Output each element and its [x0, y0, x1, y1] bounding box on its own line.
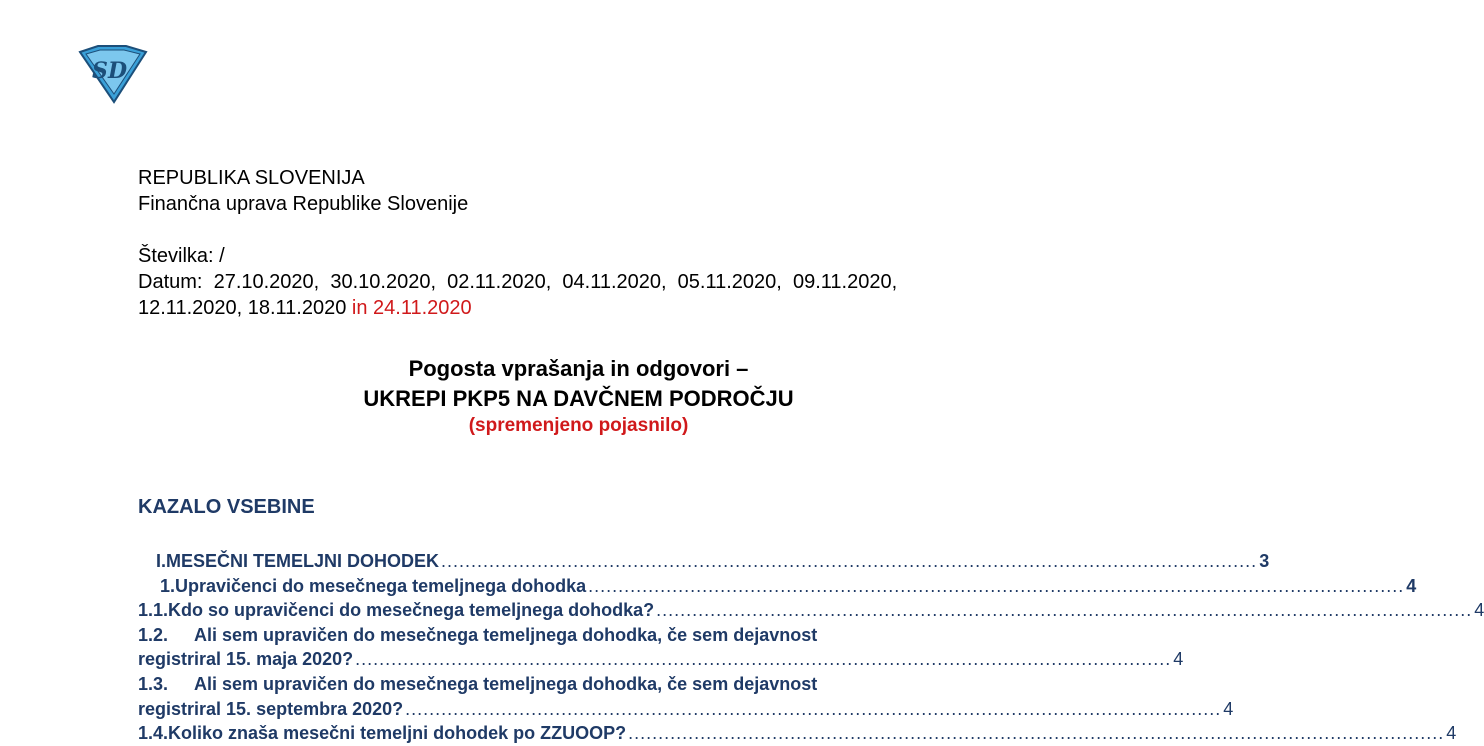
svg-text:S: S [92, 58, 108, 84]
toc-leader: ........................................................................................................................................ [405, 698, 1222, 719]
date-line-2-update: in 24.11.2020 [351, 297, 472, 319]
toc-entry-page: 4 [1446, 723, 1457, 744]
toc-entry-page: 4 [1406, 575, 1417, 596]
toc-entry-page: 4 [1474, 600, 1484, 621]
document-title [0, 354, 1157, 438]
toc-heading: KAZALO VSEBINE [138, 496, 315, 518]
toc-entry[interactable] [138, 549, 1270, 574]
document-number: Številka: / [138, 245, 225, 267]
toc-entry-label-cont: registriral 15. septembra 2020? [138, 698, 404, 719]
toc-entry-label-cont: registriral 15. maja 2020? [138, 649, 354, 670]
toc-entry-page: 4 [1173, 649, 1184, 670]
document-header [138, 165, 897, 321]
date-line-2-dates: 12.11.2020, 18.11.2020 [138, 297, 352, 319]
table-of-contents [138, 549, 1484, 746]
toc-entry-label: Upravičenci do mesečnega temeljnega dohodka [175, 575, 587, 596]
toc-entry-number: 1.1. [138, 600, 169, 621]
toc-entry[interactable] [138, 598, 1484, 623]
fu-logo-icon [76, 44, 148, 104]
toc-entry-label: Koliko znaša mesečni temeljni dohodek po ZZUOOP? [168, 723, 627, 744]
date-line-1: Datum: 27.10.2020, 30.10.2020, 02.11.2020, 04.11.2020, 05.11.2020, 09.11.2020, [138, 271, 898, 293]
toc-entry[interactable] [138, 721, 1457, 746]
title-line-1: Pogosta vprašanja in odgovori – [408, 356, 749, 381]
toc-entry-label: Ali sem upravičen do mesečnega temeljnega dohodka, če sem dejavnost [194, 673, 818, 694]
toc-entry-continuation[interactable] [138, 697, 1234, 722]
toc-leader: ........................................................................................................................................ [441, 551, 1258, 571]
toc-entry-number: 1. [160, 575, 176, 596]
toc-entry-number: 1.4. [138, 723, 169, 744]
toc-entry-label: Ali sem upravičen do mesečnega temeljnega dohodka, če sem dejavnost [194, 624, 818, 645]
toc-entry[interactable] [138, 574, 1417, 599]
toc-entry[interactable] [138, 672, 1020, 697]
org-name: REPUBLIKA SLOVENIJA [138, 167, 365, 189]
toc-entry-page: 4 [1223, 698, 1234, 719]
toc-entry-page: 3 [1259, 551, 1270, 571]
title-line-3: (spremenjeno pojasnilo) [468, 415, 689, 436]
toc-leader: ........................................................................................................................................ [588, 575, 1405, 596]
toc-leader: ........................................................................................................................................ [656, 600, 1473, 621]
toc-entry-number: 1.2. [138, 624, 169, 645]
toc-leader: ........................................................................................................................................ [355, 649, 1172, 670]
toc-entry-continuation[interactable] [138, 647, 1184, 672]
org-subname: Finančna uprava Republike Slovenije [138, 193, 469, 215]
toc-entry-number: I. [156, 551, 167, 571]
toc-entry-number: 1.3. [138, 673, 169, 694]
toc-leader: ........................................................................................................................................ [628, 723, 1445, 744]
toc-entry-label: Kdo so upravičenci do mesečnega temeljnega dohodka? [168, 600, 655, 621]
svg-text:D: D [108, 58, 128, 84]
date-line-2 [138, 295, 897, 321]
toc-entry-label: MESEČNI TEMELJNI DOHODEK [166, 551, 440, 571]
toc-entry[interactable] [138, 623, 1020, 648]
title-line-2: UKREPI PKP5 NA DAVČNEM PODROČJU [363, 386, 794, 411]
